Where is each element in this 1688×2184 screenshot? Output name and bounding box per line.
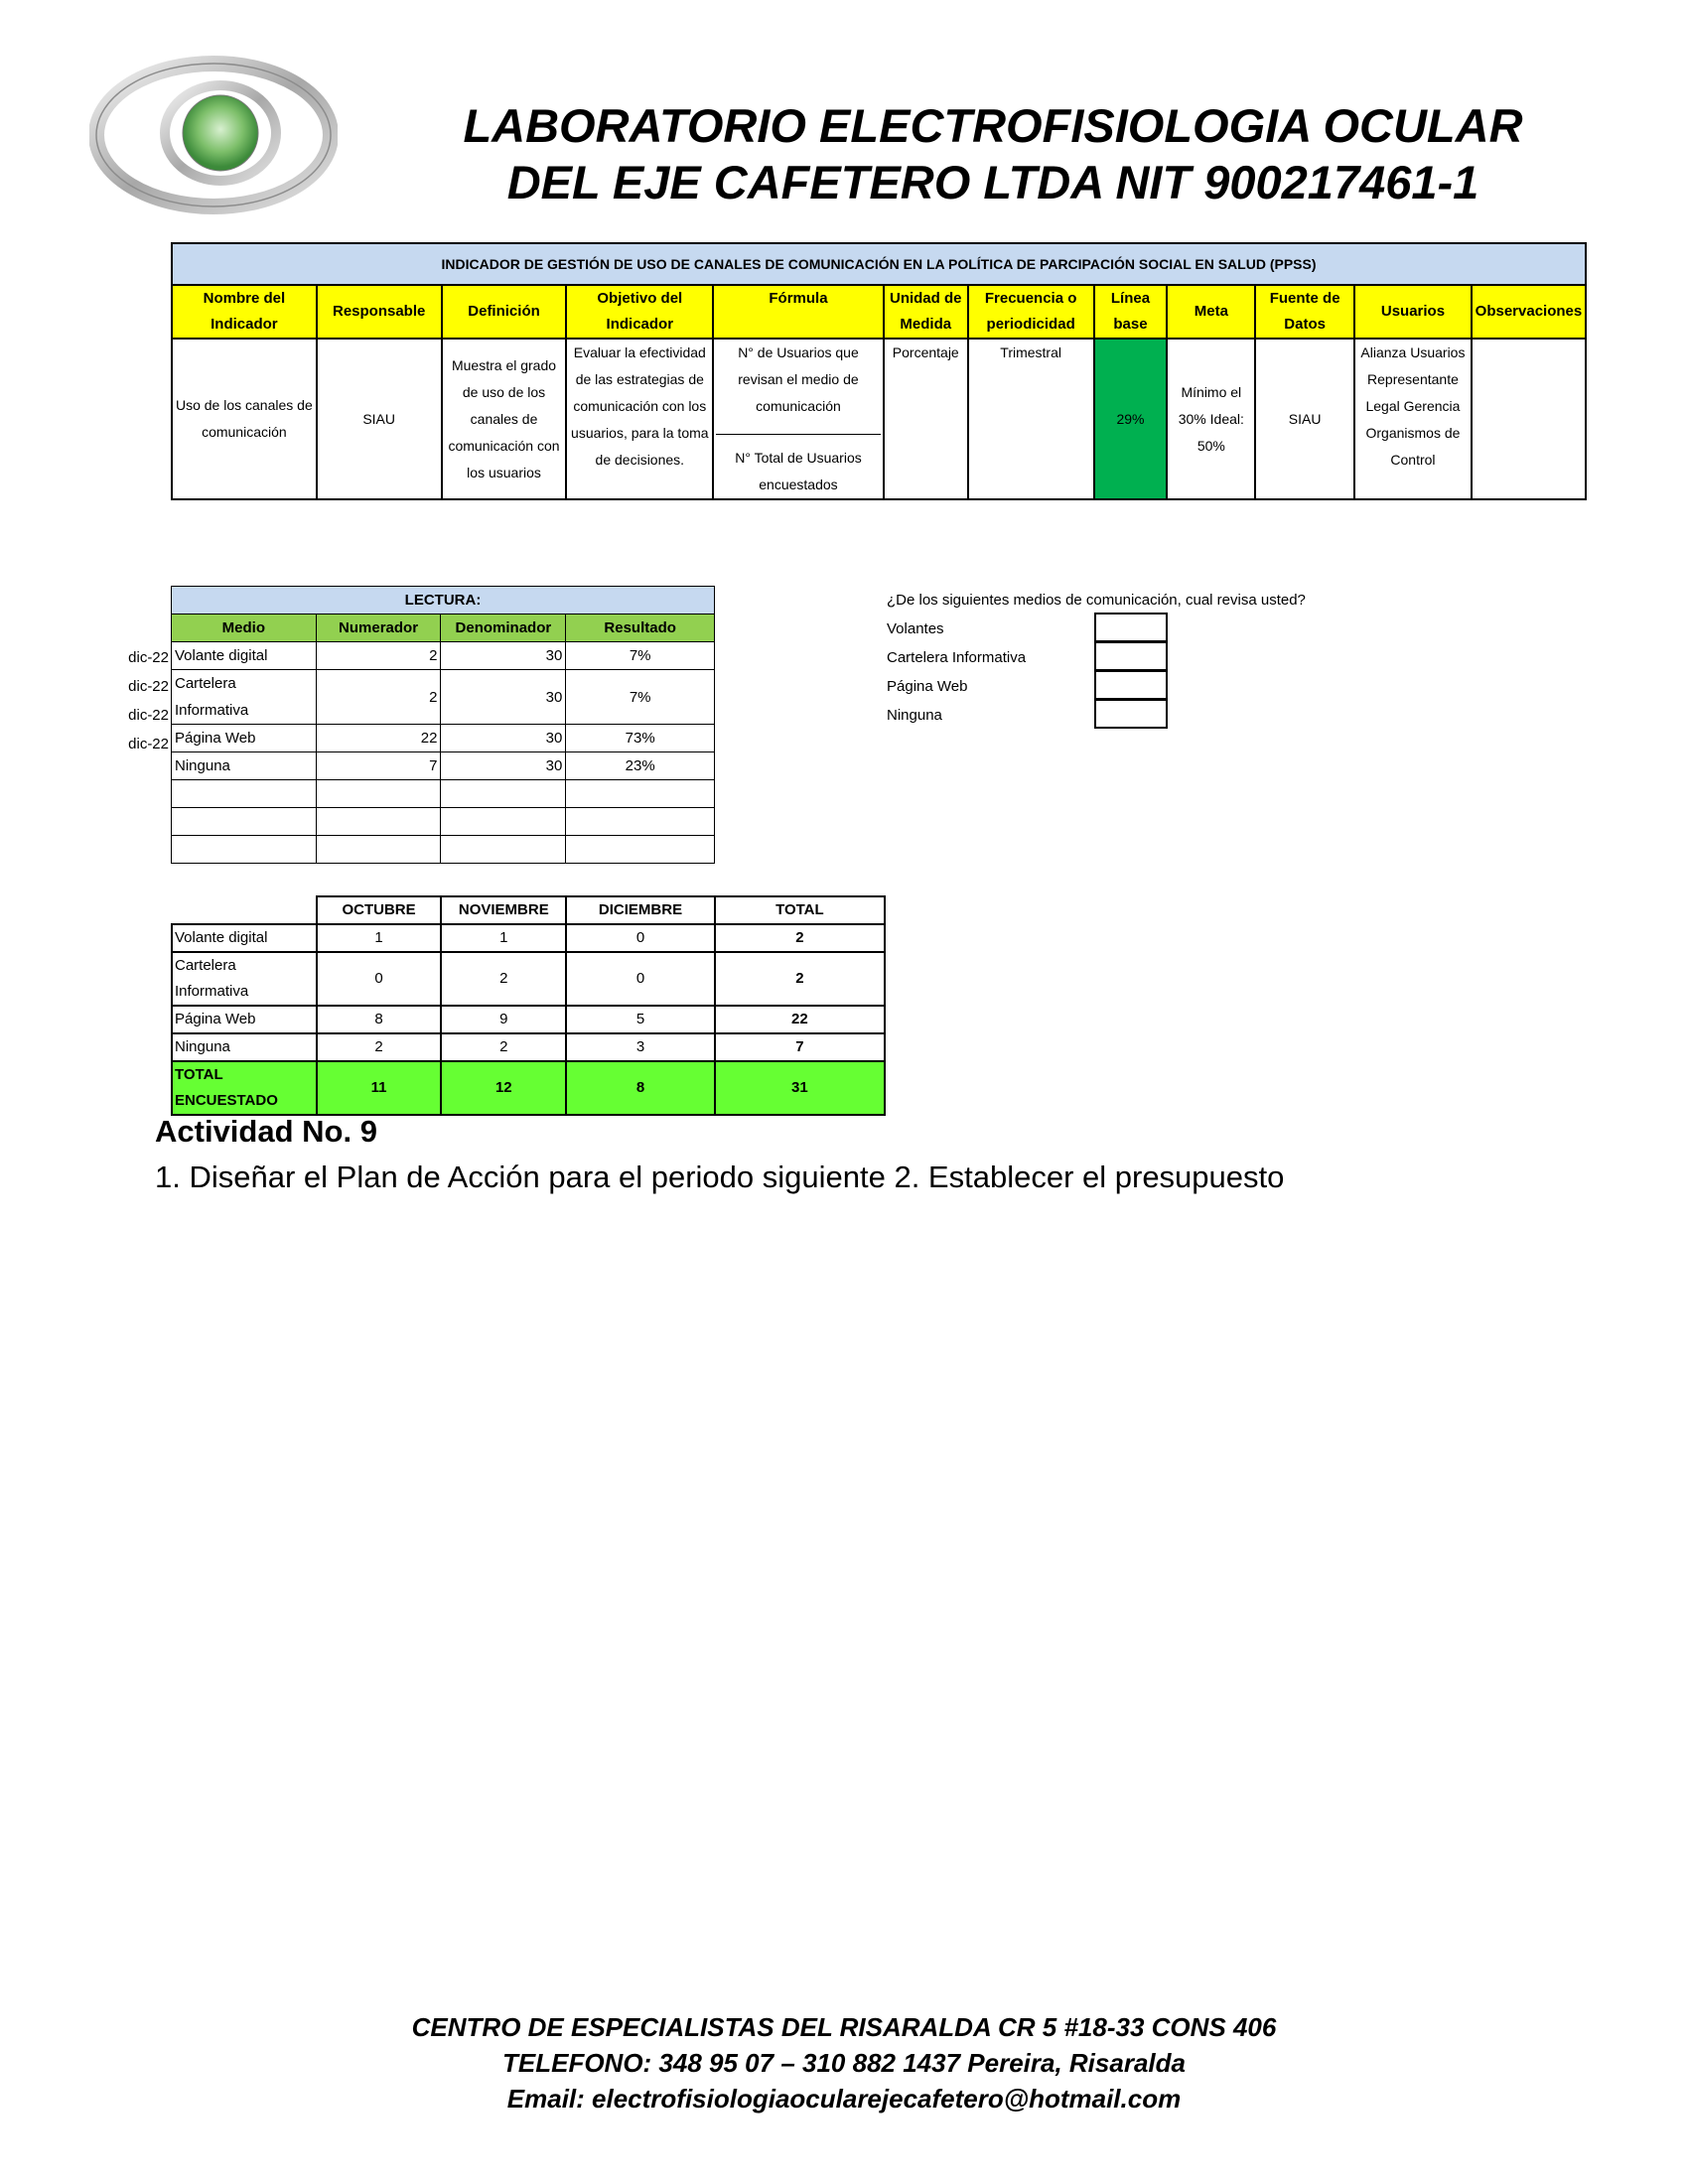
lectura-num: 7 bbox=[316, 752, 441, 780]
table-row bbox=[172, 725, 715, 752]
cell-formula bbox=[713, 339, 884, 499]
indicator-caption: INDICADOR DE GESTIÓN DE USO DE CANALES DE COMUNICACIÓN EN LA POLÍTICA DE PARCIPACIÓN SOCIAL EN SALUD (PPSS) bbox=[172, 243, 1586, 285]
table-row bbox=[172, 1006, 885, 1033]
table-row bbox=[172, 1033, 885, 1061]
monthly-total: 2 bbox=[715, 952, 885, 1006]
footer-phone: TELEFONO: 348 95 07 – 310 882 1437 Pereira, Risaralda bbox=[502, 2048, 1186, 2078]
lectura-num: 2 bbox=[316, 670, 441, 725]
lectura-date-4: dic-22 bbox=[128, 736, 169, 752]
monthly-table bbox=[171, 895, 886, 1116]
lectura-medio: Ninguna bbox=[172, 752, 317, 780]
lectura-medio: Página Web bbox=[172, 725, 317, 752]
lectura-date-3: dic-22 bbox=[128, 707, 169, 724]
cell-definicion: Muestra el grado de uso de los canales de comunicación con los usuarios bbox=[442, 339, 567, 499]
indicator-table bbox=[171, 242, 1587, 500]
monthly-total: 2 bbox=[715, 924, 885, 952]
col-responsable: Responsable bbox=[317, 285, 442, 339]
formula-numerator: N° de Usuarios que revisan el medio de comunicación bbox=[716, 340, 881, 435]
table-row bbox=[172, 670, 715, 725]
monthly-oct: 1 bbox=[317, 924, 442, 952]
monthly-col-octubre: OCTUBRE bbox=[317, 896, 442, 924]
footer-address: CENTRO DE ESPECIALISTAS DEL RISARALDA CR 5 #18-33 CONS 406 bbox=[411, 2012, 1277, 2042]
lectura-col-denominador: Denominador bbox=[441, 614, 566, 642]
lectura-den: 30 bbox=[441, 642, 566, 670]
monthly-label: Página Web bbox=[172, 1006, 317, 1033]
lectura-den: 30 bbox=[441, 725, 566, 752]
monthly-label: Volante digital bbox=[172, 924, 317, 952]
lectura-res: 73% bbox=[566, 725, 715, 752]
monthly-col-diciembre: DICIEMBRE bbox=[566, 896, 715, 924]
col-usuarios: Usuarios bbox=[1354, 285, 1472, 339]
table-row bbox=[172, 952, 885, 1006]
monthly-col-total: TOTAL bbox=[715, 896, 885, 924]
cell-responsable: SIAU bbox=[317, 339, 442, 499]
monthly-total-dic: 8 bbox=[566, 1061, 715, 1115]
monthly-dic: 3 bbox=[566, 1033, 715, 1061]
survey-checkbox-volantes[interactable] bbox=[1094, 613, 1168, 642]
lectura-num: 22 bbox=[316, 725, 441, 752]
col-observaciones: Observaciones bbox=[1472, 285, 1586, 339]
table-row-empty bbox=[172, 780, 715, 808]
lectura-col-medio: Medio bbox=[172, 614, 317, 642]
monthly-nov: 2 bbox=[441, 952, 566, 1006]
monthly-dic: 5 bbox=[566, 1006, 715, 1033]
survey-checkbox-ninguna[interactable] bbox=[1094, 699, 1168, 729]
survey-option-pagina-web: Página Web bbox=[887, 678, 968, 695]
col-formula: Fórmula bbox=[713, 285, 884, 339]
document-title-line2: DEL EJE CAFETERO LTDA NIT 900217461-1 bbox=[506, 156, 1479, 208]
footer-email: Email: electrofisiologiaocularejecafetero@hotmail.com bbox=[506, 2084, 1182, 2114]
monthly-oct: 0 bbox=[317, 952, 442, 1006]
col-unidad: Unidad de Medida bbox=[884, 285, 968, 339]
cell-frecuencia: Trimestral bbox=[968, 339, 1094, 499]
monthly-total-total: 31 bbox=[715, 1061, 885, 1115]
survey-checkbox-cartelera[interactable] bbox=[1094, 641, 1168, 671]
company-logo bbox=[89, 56, 338, 214]
table-row bbox=[172, 642, 715, 670]
table-row-total bbox=[172, 1061, 885, 1115]
col-objetivo: Objetivo del Indicador bbox=[566, 285, 713, 339]
table-row bbox=[172, 752, 715, 780]
col-meta: Meta bbox=[1167, 285, 1255, 339]
lectura-table bbox=[171, 586, 715, 864]
cell-linea-base: 29% bbox=[1094, 339, 1168, 499]
col-nombre: Nombre del Indicador bbox=[172, 285, 317, 339]
monthly-nov: 1 bbox=[441, 924, 566, 952]
monthly-total: 22 bbox=[715, 1006, 885, 1033]
col-frecuencia: Frecuencia o periodicidad bbox=[968, 285, 1094, 339]
table-row bbox=[172, 924, 885, 952]
lectura-medio: Cartelera Informativa bbox=[172, 670, 317, 725]
monthly-col-noviembre: NOVIEMBRE bbox=[441, 896, 566, 924]
monthly-total-nov: 12 bbox=[441, 1061, 566, 1115]
monthly-nov: 2 bbox=[441, 1033, 566, 1061]
cell-fuente: SIAU bbox=[1255, 339, 1354, 499]
lectura-col-numerador: Numerador bbox=[316, 614, 441, 642]
monthly-dic: 0 bbox=[566, 924, 715, 952]
cell-usuarios: Alianza Usuarios Representante Legal Gerencia Organismos de Control bbox=[1354, 339, 1472, 499]
survey-question: ¿De los siguientes medios de comunicación, cual revisa usted? bbox=[887, 592, 1306, 609]
monthly-total: 7 bbox=[715, 1033, 885, 1061]
lectura-caption: LECTURA: bbox=[172, 587, 715, 614]
table-row-empty bbox=[172, 836, 715, 864]
col-fuente: Fuente de Datos bbox=[1255, 285, 1354, 339]
monthly-dic: 0 bbox=[566, 952, 715, 1006]
document-title-line1: LABORATORIO ELECTROFISIOLOGIA OCULAR bbox=[463, 99, 1523, 152]
lectura-res: 7% bbox=[566, 642, 715, 670]
monthly-total-oct: 11 bbox=[317, 1061, 442, 1115]
survey-option-cartelera: Cartelera Informativa bbox=[887, 649, 1027, 666]
cell-unidad: Porcentaje bbox=[884, 339, 968, 499]
monthly-oct: 8 bbox=[317, 1006, 442, 1033]
lectura-date-1: dic-22 bbox=[128, 649, 169, 666]
formula-denominator: N° Total de Usuarios encuestados bbox=[735, 450, 862, 492]
lectura-col-resultado: Resultado bbox=[566, 614, 715, 642]
cell-meta: Mínimo el 30% Ideal: 50% bbox=[1167, 339, 1255, 499]
table-row-empty bbox=[172, 808, 715, 836]
lectura-medio: Volante digital bbox=[172, 642, 317, 670]
cell-nombre: Uso de los canales de comunicación bbox=[172, 339, 317, 499]
cell-observaciones bbox=[1472, 339, 1586, 499]
lectura-den: 30 bbox=[441, 752, 566, 780]
col-definicion: Definición bbox=[442, 285, 567, 339]
survey-checkbox-pagina-web[interactable] bbox=[1094, 670, 1168, 700]
survey-option-ninguna: Ninguna bbox=[887, 707, 942, 724]
lectura-num: 2 bbox=[316, 642, 441, 670]
monthly-label: Cartelera Informativa bbox=[172, 952, 317, 1006]
monthly-total-label: TOTAL ENCUESTADO bbox=[172, 1061, 317, 1115]
lectura-res: 7% bbox=[566, 670, 715, 725]
activity-title: Actividad No. 9 bbox=[155, 1114, 377, 1149]
col-linea-base: Línea base bbox=[1094, 285, 1168, 339]
monthly-oct: 2 bbox=[317, 1033, 442, 1061]
lectura-res: 23% bbox=[566, 752, 715, 780]
monthly-nov: 9 bbox=[441, 1006, 566, 1033]
cell-objetivo: Evaluar la efectividad de las estrategias de comunicación con los usuarios, para la toma de decisiones. bbox=[566, 339, 713, 499]
activity-text: 1. Diseñar el Plan de Acción para el periodo siguiente 2. Establecer el presupuesto bbox=[155, 1160, 1285, 1194]
monthly-label: Ninguna bbox=[172, 1033, 317, 1061]
lectura-den: 30 bbox=[441, 670, 566, 725]
lectura-date-2: dic-22 bbox=[128, 678, 169, 695]
survey-option-volantes: Volantes bbox=[887, 620, 944, 637]
